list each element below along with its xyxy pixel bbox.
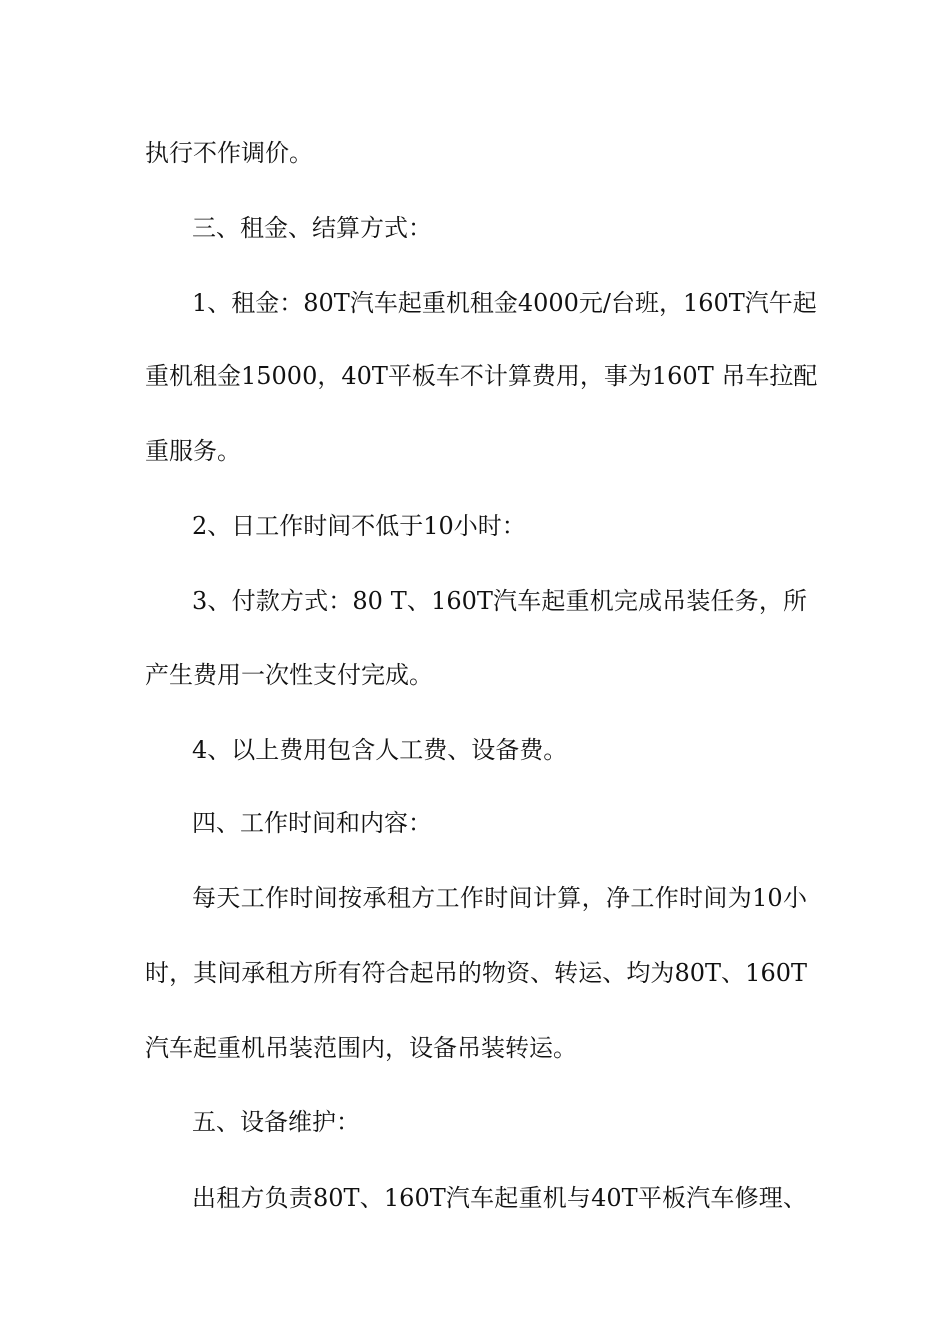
text-line: 时，其间承租方所有符合起吊的物资、转运、均为80T、160T — [145, 959, 807, 987]
text-line: 重机租金15000，40T平板车不计算费用，事为160T 吊车拉配 — [145, 362, 818, 390]
text-line: 4、以上费用包含人工费、设备费。 — [192, 736, 568, 764]
text-line: 汽车起重机吊装范围内，设备吊装转运。 — [145, 1034, 577, 1062]
text-line: 出租方负责80T、160T汽车起重机与40T平板汽车修理、 — [192, 1184, 807, 1212]
section-heading: 四、工作时间和内容： — [192, 809, 432, 837]
text-line: 3、付款方式：80 T、160T汽车起重机完成吊装任务，所 — [192, 587, 807, 615]
text-line: 重服务。 — [145, 437, 241, 465]
section-heading: 五、设备维护： — [192, 1108, 360, 1136]
text-line: 1、租金：80T汽车起重机租金4000元/台班，160T汽午起 — [192, 289, 817, 317]
text-line: 每天工作时间按承租方工作时间计算，净工作时间为10小 — [192, 884, 807, 912]
text-line: 执行不作调价。 — [145, 139, 313, 167]
text-line: 产生费用一次性支付完成。 — [145, 661, 433, 689]
section-heading: 三、租金、结算方式： — [192, 214, 432, 242]
text-line: 2、日工作时间不低于10小时： — [192, 512, 526, 540]
